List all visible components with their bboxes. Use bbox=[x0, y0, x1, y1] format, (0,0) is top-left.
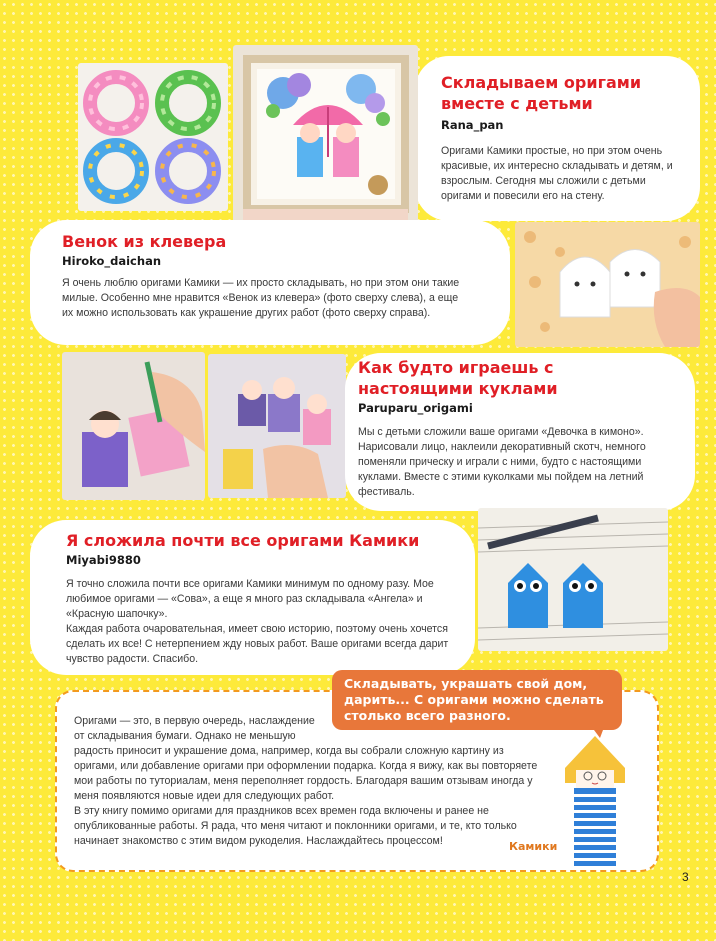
framed-origami-picture-photo bbox=[233, 45, 418, 227]
pen bbox=[488, 518, 598, 546]
clover-wreath-photo bbox=[78, 63, 228, 211]
section-title: Как будто играешь с настоящими куклами bbox=[358, 358, 558, 398]
wreath-green bbox=[162, 77, 214, 129]
callout-bubble bbox=[332, 670, 622, 730]
section-author: Hiroko_daichan bbox=[62, 254, 162, 268]
decorated-origami-photo bbox=[515, 222, 700, 347]
section-origami-with-kids bbox=[441, 72, 681, 204]
snail bbox=[368, 175, 388, 195]
note-signature: Камики bbox=[509, 840, 558, 853]
section-clover-wreath bbox=[62, 231, 472, 321]
owl-left bbox=[508, 563, 548, 628]
note-paragraph-1c: радость приносит и украшение дома, например, когда вы собрали сложную картину из оригами, или добавление оригами при оформлении подарка. Когда я вижу, как вы повторяете мои работы по туториалам, меня переполняет гордость. Благодаря вашим отзывам иногда у меня появляются новые идеи для следующих работ. bbox=[74, 745, 538, 802]
section-author: Paruparu_origami bbox=[358, 401, 473, 415]
kimono-dolls-photo-2 bbox=[208, 354, 346, 498]
section-text: Оригами Камики простые, но при этом очень красивые, их интересно складывать и детям, и взрослым. Сегодня мы сложили с детьми оригами и повесили его на стену. bbox=[441, 145, 673, 202]
page-number: 3 bbox=[682, 870, 689, 884]
section-text: Я точно сложила почти все оригами Камики минимум по одному разу. Мое любимое оригами — «Сова», а еще я много раз складывала «Ангела» и «Красную шапочку». bbox=[66, 578, 434, 620]
kimono-dolls-photo-1 bbox=[62, 352, 205, 500]
note-paragraph-1a: Оригами — это, в первую очередь, наслаждение bbox=[74, 715, 315, 727]
owl-right bbox=[563, 563, 603, 628]
wreath-blue bbox=[90, 145, 142, 197]
origami-doll-illustration bbox=[560, 728, 630, 868]
striped-body bbox=[574, 788, 616, 866]
section-author: Miyabi9880 bbox=[66, 553, 141, 567]
section-text: Мы с детьми сложили ваше оригами «Девочка в кимоно». Нарисовали лицо, наклеили декоративный скотч, немного поменяли прическу и играли с ними, будто с настоящими куклами. Вместе с этими куколками мы пойдем на летний фестиваль. bbox=[358, 426, 646, 498]
section-text: Я очень люблю оригами Камики — их просто складывать, но при этом они такие милые. Особенно мне нравится «Венок из клевера» (фото сверху слева), а еще их можно использовать как украшение других работ (фото сверху справа). bbox=[62, 277, 460, 319]
section-real-dolls bbox=[358, 357, 670, 500]
child-hand bbox=[654, 288, 700, 347]
owl-origami-photo bbox=[478, 508, 668, 651]
doll-purple bbox=[82, 410, 128, 487]
hand bbox=[263, 445, 328, 498]
section-folded-almost-all bbox=[66, 530, 461, 667]
section-author: Rana_pan bbox=[441, 118, 504, 132]
section-title: Венок из клевера bbox=[62, 232, 227, 251]
callout-text: Складывать, украшать свой дом, дарить... С оригами можно сделать столько всего разного. bbox=[344, 676, 604, 723]
section-title: Я сложила почти все оригами Камики bbox=[66, 531, 420, 550]
ghost-origami bbox=[560, 250, 660, 318]
wreath-pink bbox=[90, 77, 142, 129]
wreath-violet bbox=[162, 145, 214, 197]
note-paragraph-1b: от складывания бумаги. Однако не меньшую bbox=[74, 730, 296, 742]
section-text-2: Каждая работа очаровательная, имеет свою историю, поэтому очень хочется сделать их все! С нетерпением жду новых работ. Ваше оригами всегда дарит чувство радости. Спасибо. bbox=[66, 623, 449, 665]
note-text bbox=[74, 714, 549, 849]
note-paragraph-2: В эту книгу помимо оригами для праздников всех времен года включены и ранее не опубликованные работы. Я рада, что меня читают и поклонники оригами, и те, кто только начинает знакомство с этим видом рукоделия. Наслаждайтесь процессом! bbox=[74, 805, 517, 847]
section-title: Складываем оригами вместе с детьми bbox=[441, 73, 642, 113]
